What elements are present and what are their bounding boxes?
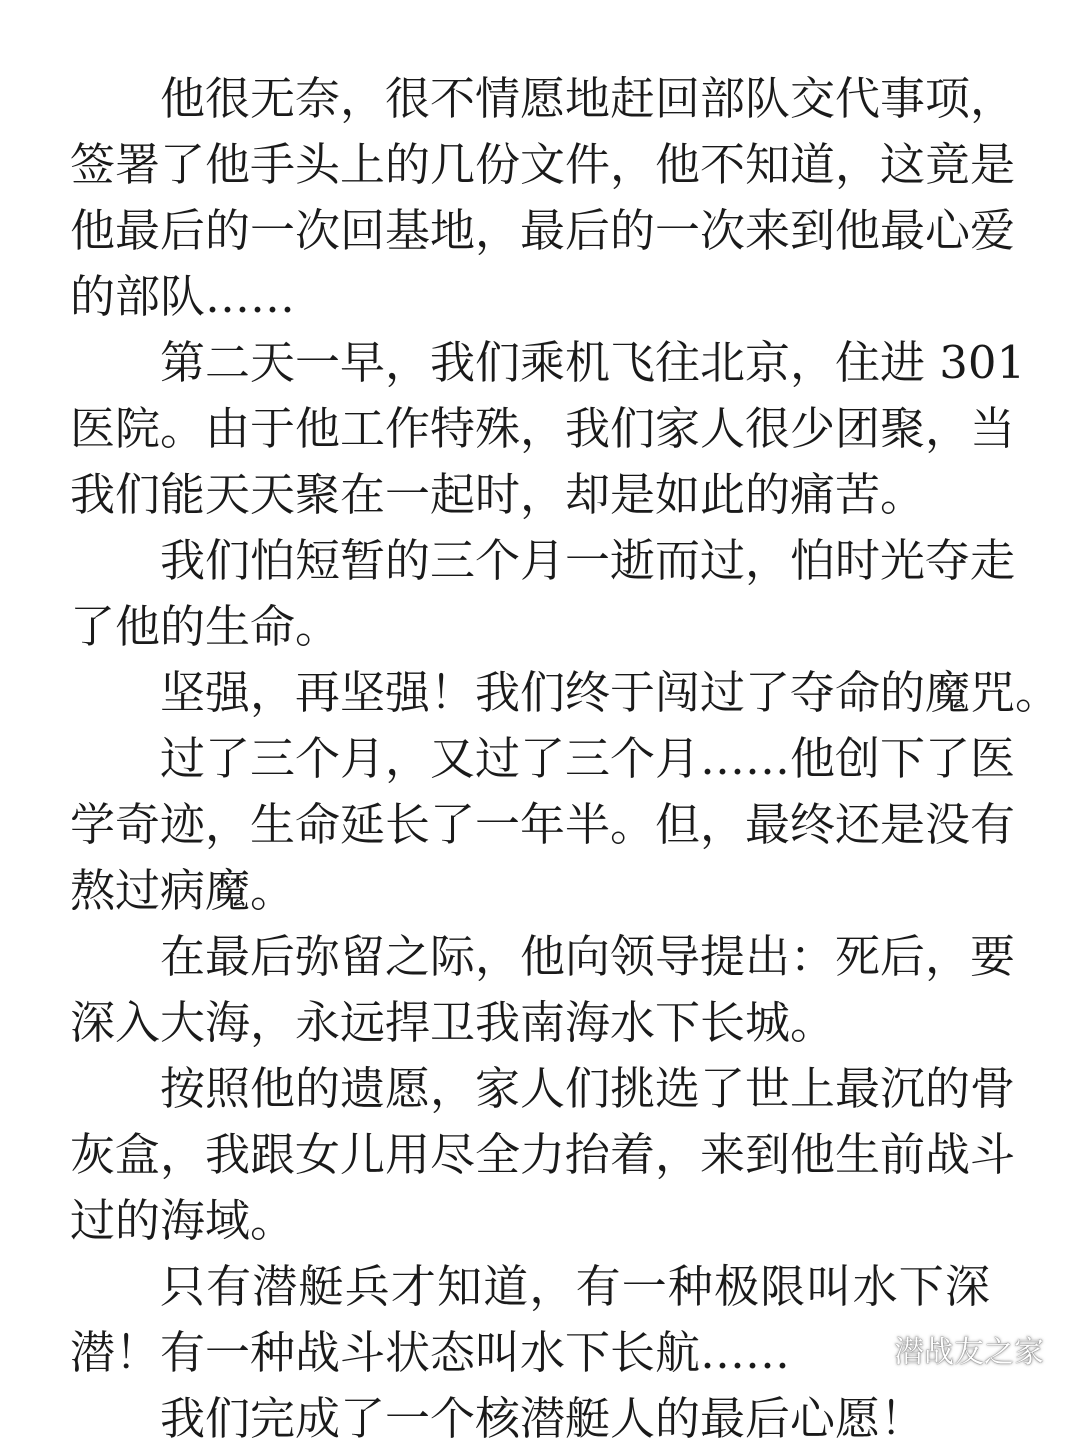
text-line: 签署了他手头上的几份文件，他不知道，这竟是 xyxy=(70,138,1016,191)
text-line: 医院。由于他工作特殊，我们家人很少团聚，当 xyxy=(70,402,1016,455)
text-line: 过的海域。 xyxy=(70,1194,296,1247)
text-line: 学奇迹，生命延长了一年半。但，最终还是没有 xyxy=(70,798,1016,851)
watermark xyxy=(832,1322,1044,1376)
watermark-text: 潜战友之家 xyxy=(894,1335,1044,1370)
text-line: 他很无奈，很不情愿地赶回部队交代事项， xyxy=(160,72,1016,125)
text-line: 第二天一早，我们乘机飞往北京，住进 301 xyxy=(160,336,1026,389)
text-line: 灰盒，我跟女儿用尽全力抬着，来到他生前战斗 xyxy=(70,1128,1016,1181)
wechat-icon xyxy=(832,1329,884,1369)
text-line: 我们怕短暂的三个月一逝而过，怕时光夺走 xyxy=(160,534,1016,587)
text-line: 按照他的遗愿，家人们挑选了世上最沉的骨 xyxy=(160,1062,1016,1115)
text-line: 深入大海，永远捍卫我南海水下长城。 xyxy=(70,996,836,1049)
text-line: 过了三个月，又过了三个月……他创下了医 xyxy=(160,732,1016,785)
text-line: 我们完成了一个核潜艇人的最后心愿！ xyxy=(160,1392,926,1445)
text-line: 坚强，再坚强！我们终于闯过了夺命的魔咒。 xyxy=(160,666,1061,719)
text-line: 他最后的一次回基地，最后的一次来到他最心爱 xyxy=(70,204,1016,257)
text-line: 潜！有一种战斗状态叫水下长航…… xyxy=(70,1326,791,1379)
text-line: 只有潜艇兵才知道，有一种极限叫水下深 xyxy=(160,1260,990,1313)
text-line: 了他的生命。 xyxy=(70,600,341,653)
text-line: 熬过病魔。 xyxy=(70,864,296,917)
text-line: 在最后弥留之际，他向领导提出：死后，要 xyxy=(160,930,1016,983)
text-line: 的部队…… xyxy=(70,270,296,323)
text-line: 我们能天天聚在一起时，却是如此的痛苦。 xyxy=(70,468,926,521)
